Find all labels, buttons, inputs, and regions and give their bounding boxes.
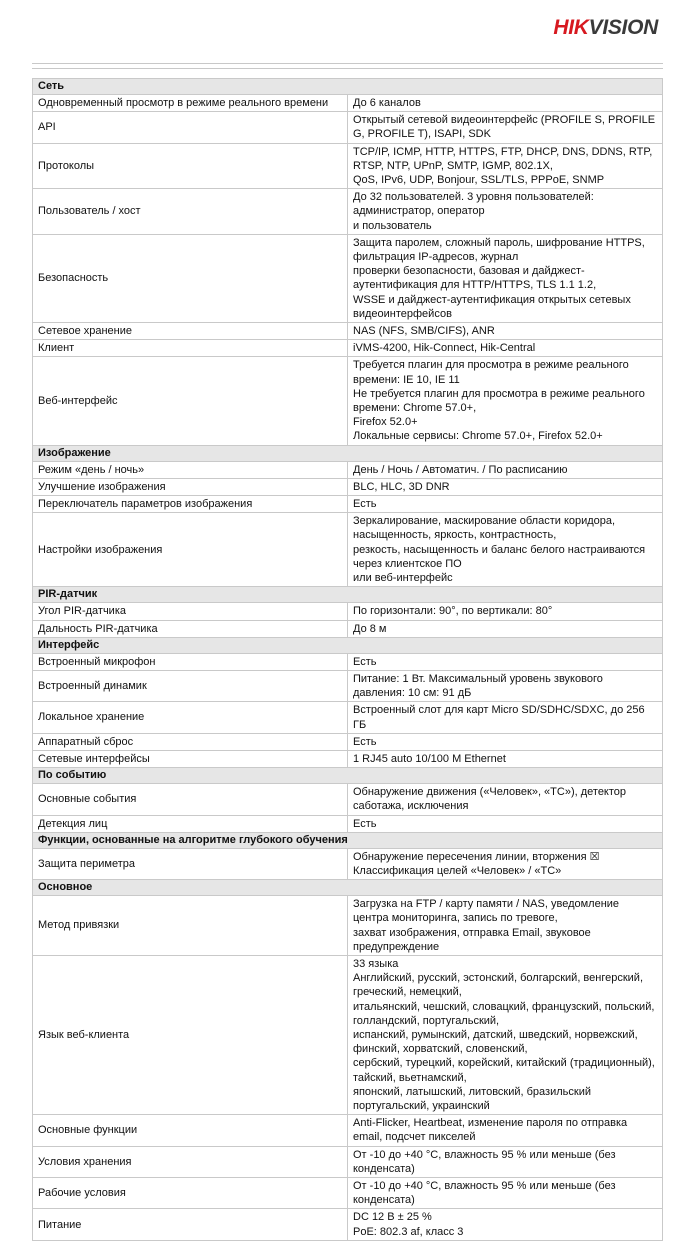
spec-label: Дальность PIR-датчика <box>33 620 348 637</box>
spec-value <box>348 653 663 670</box>
spec-value-line: DC 12 В ± 25 % <box>353 1211 432 1224</box>
spec-label: Рабочие условия <box>33 1178 348 1209</box>
spec-value-line: TCP/IP, ICMP, HTTP, HTTPS, FTP, DHCP, DNS, DDNS, RTP, RTSP, NTP, UPnP, SMTP, IGMP, 802.1X, <box>353 145 653 172</box>
spec-value-line: Питание: 1 Вт. Максимальный уровень звукового давления: 10 см: 91 дБ <box>353 672 603 700</box>
spec-row <box>33 496 663 513</box>
spec-value-line: WSSE и дайджест-аутентификация открытых сетевых видеоинтерфейсов <box>353 293 631 320</box>
spec-row <box>33 702 663 733</box>
spec-value-line: Встроенный слот для карт Micro SD/SDHC/SDXC, до 256 ГБ <box>353 704 645 731</box>
spec-row <box>33 955 663 1114</box>
logo-part-red: HIK <box>553 16 589 39</box>
spec-value <box>348 848 663 879</box>
spec-value-line: сербский, турецкий, корейский, китайский (традиционный), тайский, вьетнамский, <box>353 1057 655 1084</box>
spec-row <box>33 323 663 340</box>
spec-value-line: До 8 м <box>353 622 387 635</box>
section-header <box>33 832 663 848</box>
logo-part-gray: VISION <box>588 16 658 39</box>
spec-value-line: японский, латышский, литовский, бразильский португальский, украинский <box>353 1085 591 1112</box>
spec-row <box>33 896 663 956</box>
spec-value-line: резкость, насыщенность и баланс белого настраиваются через клиентское ПО <box>353 543 646 570</box>
spec-value-line: Требуется плагин для просмотра в режиме реального времени: IE 10, IE 11 <box>353 359 629 386</box>
spec-label: Питание <box>33 1209 348 1240</box>
spec-value-line: Обнаружение пересечения линии, вторжения ☒ <box>353 850 600 863</box>
spec-label: Угол PIR-датчика <box>33 603 348 620</box>
spec-table <box>32 78 663 1241</box>
spec-value-line: захват изображения, отправка Email, звуковое предупреждение <box>353 926 591 953</box>
spec-label: Основные события <box>33 784 348 815</box>
spec-value-line: испанский, румынский, датский, шведский, норвежский, финский, хорватский, словенский, <box>353 1028 638 1056</box>
hikvision-logo <box>553 17 658 38</box>
spec-row <box>33 234 663 322</box>
spec-label: Настройки изображения <box>33 513 348 587</box>
section-header <box>33 637 663 653</box>
spec-row <box>33 461 663 478</box>
spec-value <box>348 733 663 750</box>
spec-value <box>348 478 663 495</box>
spec-value <box>348 702 663 733</box>
spec-value-line: 1 RJ45 auto 10/100 M Ethernet <box>353 752 506 765</box>
spec-value <box>348 234 663 322</box>
spec-row <box>33 653 663 670</box>
spec-sheet <box>32 78 663 1241</box>
spec-value-line: День / Ночь / Автоматич. / По расписанию <box>353 463 568 476</box>
spec-value-line: NAS (NFS, SMB/CIFS), ANR <box>353 325 495 338</box>
spec-value-line: Firefox 52.0+ <box>353 416 418 429</box>
spec-value-line: До 6 каналов <box>353 97 421 109</box>
spec-label: Переключатель параметров изображения <box>33 496 348 513</box>
spec-row <box>33 1146 663 1177</box>
spec-value <box>348 496 663 513</box>
section-header <box>33 587 663 603</box>
spec-value-line: Не требуется плагин для просмотра в режиме реального времени: Chrome 57.0+, <box>353 387 645 415</box>
spec-row <box>33 1115 663 1146</box>
spec-row <box>33 670 663 701</box>
spec-table-body <box>33 79 663 1241</box>
spec-value-line: и пользователь <box>353 219 432 232</box>
spec-value <box>348 323 663 340</box>
spec-value-line: От -10 до +40 °C, влажность 95 % или меньше (без конденсата) <box>353 1180 616 1207</box>
spec-value-line: Есть <box>353 735 377 748</box>
spec-value <box>348 513 663 587</box>
spec-value <box>348 1178 663 1209</box>
section-title: Основное <box>33 880 663 896</box>
spec-value <box>348 620 663 637</box>
spec-label: Сетевые интерфейсы <box>33 750 348 767</box>
section-header <box>33 880 663 896</box>
spec-row <box>33 750 663 767</box>
spec-label: Встроенный динамик <box>33 670 348 701</box>
spec-value <box>348 784 663 815</box>
spec-row <box>33 815 663 832</box>
spec-row <box>33 733 663 750</box>
spec-value-line: Защита паролем, сложный пароль, шифрование HTTPS, фильтрация IP-адресов, журнал <box>353 236 645 264</box>
section-header <box>33 79 663 95</box>
spec-value <box>348 112 663 143</box>
spec-value-line: Открытый сетевой видеоинтерфейс (PROFILE S, PROFILE G, PROFILE T), ISAPI, SDK <box>353 114 656 141</box>
section-title: По событию <box>33 768 663 784</box>
spec-value-line: Есть <box>353 817 377 830</box>
spec-value <box>348 750 663 767</box>
spec-label: Детекция лиц <box>33 815 348 832</box>
spec-label: Метод привязки <box>33 896 348 956</box>
spec-value <box>348 1115 663 1146</box>
section-title: Интерфейс <box>33 637 663 653</box>
spec-value <box>348 603 663 620</box>
spec-value <box>348 670 663 701</box>
spec-value <box>348 461 663 478</box>
spec-label: Условия хранения <box>33 1146 348 1177</box>
spec-label: API <box>33 112 348 143</box>
spec-label: Встроенный микрофон <box>33 653 348 670</box>
spec-row <box>33 603 663 620</box>
spec-label: Язык веб-клиента <box>33 955 348 1114</box>
header-rule-bottom <box>32 68 663 69</box>
spec-value-line: Английский, русский, эстонский, болгарский, венгерский, греческий, немецкий, <box>353 972 644 999</box>
spec-label: Режим «день / ночь» <box>33 461 348 478</box>
spec-label: Основные функции <box>33 1115 348 1146</box>
spec-label: Одновременный просмотр в режиме реального времени <box>33 95 348 112</box>
section-title: Изображение <box>33 445 663 461</box>
spec-value <box>348 340 663 357</box>
spec-value <box>348 955 663 1114</box>
spec-row <box>33 95 663 112</box>
section-title: Функции, основанные на алгоритме глубокого обучения <box>33 832 663 848</box>
spec-row <box>33 478 663 495</box>
spec-value-line: Anti-Flicker, Heartbeat, изменение пароля по отправка email, подсчет пикселей <box>353 1117 628 1144</box>
spec-value-line: Обнаружение движения («Человек», «ТС»), детектор саботажа, исключения <box>353 786 627 813</box>
spec-value-line: От -10 до +40 °C, влажность 95 % или меньше (без конденсата) <box>353 1148 616 1175</box>
spec-label: Протоколы <box>33 143 348 189</box>
header-rule-top <box>32 63 663 64</box>
spec-label: Безопасность <box>33 234 348 322</box>
spec-label: Защита периметра <box>33 848 348 879</box>
spec-value-line: или веб-интерфейс <box>353 572 453 585</box>
spec-value-line: PoE: 802.3 af, класс 3 <box>353 1225 464 1238</box>
spec-value-line: Загрузка на FTP / карту памяти / NAS, уведомление центра мониторинга, запись по тревоге, <box>353 898 620 925</box>
spec-label: Веб-интерфейс <box>33 357 348 445</box>
spec-value-line: 33 языка <box>353 957 399 970</box>
spec-row <box>33 784 663 815</box>
spec-label: Локальное хранение <box>33 702 348 733</box>
section-header <box>33 768 663 784</box>
spec-value-line: По горизонтали: 90°, по вертикали: 80° <box>353 605 553 618</box>
spec-value-line: До 32 пользователей. 3 уровня пользователей: администратор, оператор <box>353 191 594 218</box>
spec-row <box>33 848 663 879</box>
section-header <box>33 445 663 461</box>
spec-value-line: Есть <box>353 655 377 668</box>
spec-value <box>348 896 663 956</box>
spec-label: Сетевое хранение <box>33 323 348 340</box>
spec-row <box>33 513 663 587</box>
spec-value <box>348 1209 663 1240</box>
spec-label: Клиент <box>33 340 348 357</box>
spec-value <box>348 357 663 445</box>
spec-value <box>348 143 663 189</box>
spec-value-line: Есть <box>353 498 377 511</box>
section-title: Сеть <box>33 79 663 95</box>
spec-row <box>33 112 663 143</box>
spec-row <box>33 620 663 637</box>
spec-label: Улучшение изображения <box>33 478 348 495</box>
spec-row <box>33 357 663 445</box>
spec-value <box>348 815 663 832</box>
spec-value-line: итальянский, чешский, словацкий, французский, польский, голландский, португальский, <box>353 1000 655 1027</box>
section-title: PIR-датчик <box>33 587 663 603</box>
spec-value <box>348 1146 663 1177</box>
spec-value-line: QoS, IPv6, UDP, Bonjour, SSL/TLS, PPPoE, SNMP <box>353 174 605 187</box>
spec-row <box>33 340 663 357</box>
spec-value-line: проверки безопасности, базовая и дайджест-аутентификация для HTTP/HTTPS, TLS 1.1 1.2, <box>353 265 597 292</box>
spec-label: Аппаратный сброс <box>33 733 348 750</box>
spec-value-line: iVMS-4200, Hik-Connect, Hik-Central <box>353 342 536 355</box>
spec-value-line: BLC, HLC, 3D DNR <box>353 480 450 493</box>
spec-label: Пользователь / хост <box>33 189 348 235</box>
spec-value-line: Локальные сервисы: Chrome 57.0+, Firefox 52.0+ <box>353 430 603 443</box>
spec-row <box>33 189 663 235</box>
spec-value <box>348 95 663 112</box>
spec-row <box>33 143 663 189</box>
spec-value <box>348 189 663 235</box>
spec-value-line: Зеркалирование, маскирование области коридора, насыщенность, яркость, контрастность, <box>353 515 616 542</box>
spec-value-line: Классификация целей «Человек» / «ТС» <box>353 864 562 877</box>
spec-row <box>33 1209 663 1240</box>
spec-row <box>33 1178 663 1209</box>
